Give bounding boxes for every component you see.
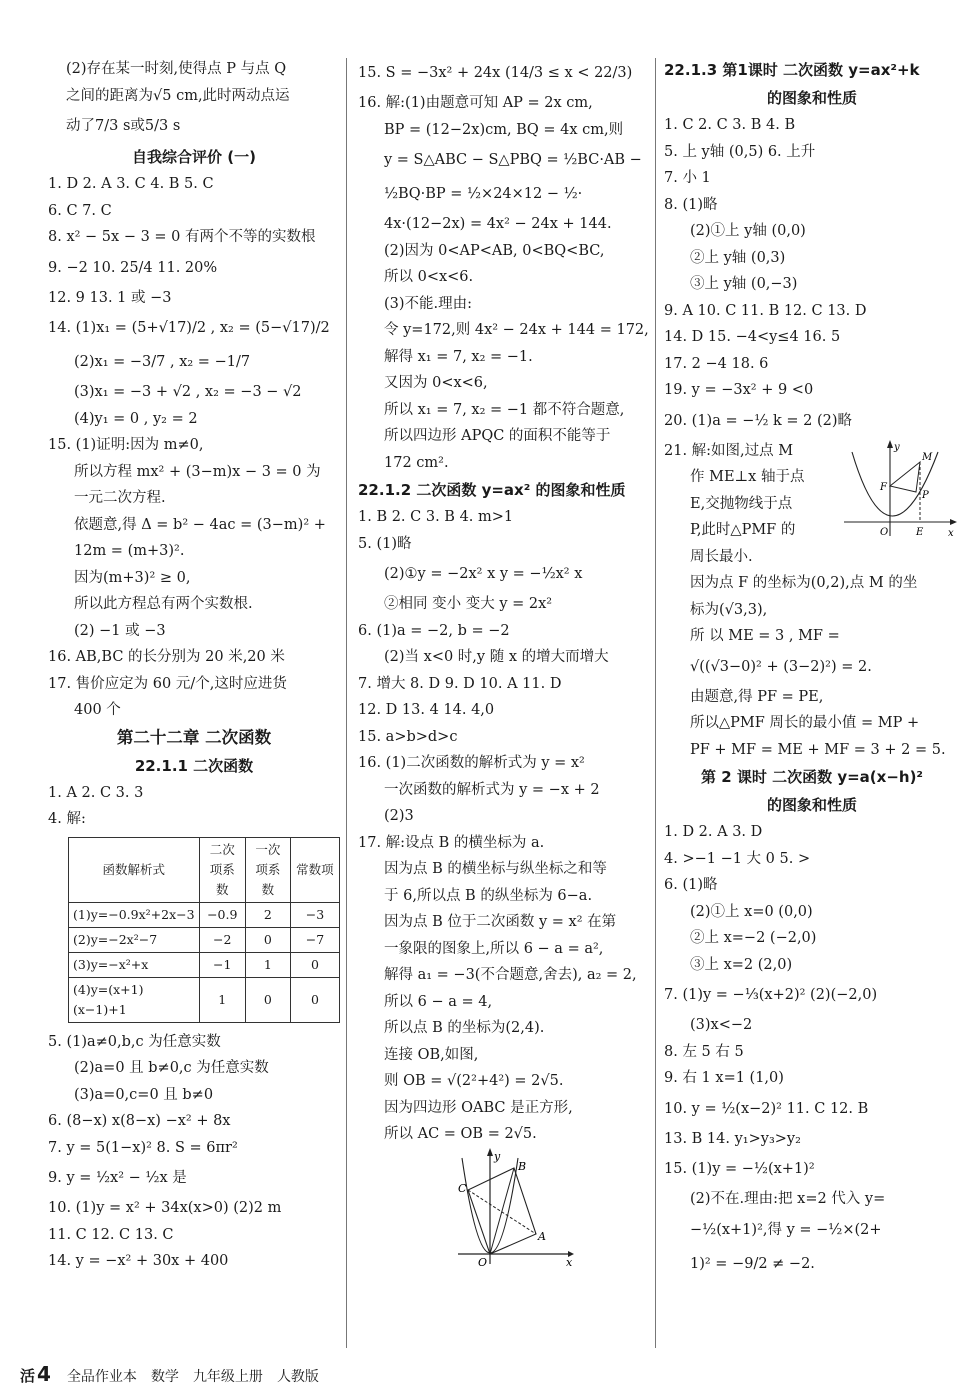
answer-line: 20. (1)a = −½ k = 2 (2)略 (664, 412, 853, 429)
answer-line: 19. y = −3x² + 9 <0 (664, 382, 814, 398)
answer-line: 9. A 10. C 11. B 12. C 13. D (664, 302, 867, 319)
table-cell: −7 (290, 927, 339, 952)
answer-line: 所以 6 − a = 4, (384, 993, 493, 1010)
table-row (69, 927, 340, 952)
square-parabola-figure (454, 1148, 574, 1268)
answer-line: 一次函数的解析式为 y = −x + 2 (384, 781, 600, 798)
answer-line: 14. D 15. −4<y≤4 16. 5 (664, 329, 841, 345)
answer-line: (2)①y = −2x² x y = −½x² x (384, 566, 583, 582)
column-3 (664, 56, 960, 1281)
answer-line: ③上 x=2 (2,0) (690, 956, 793, 973)
footer-grade: 九年级上册 (192, 1369, 263, 1385)
answer-line: (2)不在.理由:把 x=2 代入 y= (690, 1191, 886, 1207)
table-row (69, 902, 340, 927)
answer-line: 所以方程 mx² + (3−m)x − 3 = 0 为 (74, 463, 321, 480)
answer-line: 所以四边形 APQC 的面积不能等于 (384, 428, 611, 444)
answer-line: (2)当 x<0 时,y 随 x 的增大而增大 (384, 649, 609, 665)
page-number: 4 (37, 1362, 51, 1386)
answer-line: PF + MF = ME + MF = 3 + 2 = 5. (690, 741, 946, 758)
origin-label: O (880, 526, 889, 538)
section-heading-cont: 的图象和性质 (766, 89, 857, 107)
answer-line: 解得 a₁ = −3(不合题意,舍去), a₂ = 2, (384, 967, 637, 983)
section-heading-cont: 的图象和性质 (766, 796, 857, 814)
answer-line: 10. y = ½(x−2)² 11. C 12. B (664, 1100, 869, 1117)
answer-line: (2)因为 0<AP<AB, 0<BQ<BC, (384, 242, 605, 259)
answer-line: (2)x₁ = −3/7 , x₂ = −1/7 (74, 354, 251, 370)
answer-line: 7. 小 1 (664, 170, 711, 186)
answer-line: 7. (1)y = −⅓(x+2)² (2)(−2,0) (664, 987, 878, 1003)
answer-line: 6. (1)略 (664, 877, 718, 893)
answer-line: (3)x<−2 (690, 1017, 753, 1033)
answer-line: 1. C 2. C 3. B 4. B (664, 117, 796, 133)
answer-line: 解得 x₁ = 7, x₂ = −1. (384, 348, 533, 365)
table-cell: −3 (290, 902, 339, 927)
answer-line: 令 y=172,则 4x² − 24x + 144 = 172, (384, 322, 649, 338)
section-heading: 22.1.1 二次函数 (134, 756, 254, 775)
answer-line: 动了7/3 s或5/3 s (66, 118, 181, 134)
point-label-a: A (538, 1229, 546, 1243)
answer-line: 标为(√3,3), (690, 601, 768, 618)
table-cell: (3)y=−x²+x (69, 952, 200, 977)
answer-line: E,交抛物线于点 (690, 495, 793, 512)
answer-line: 12. D 13. 4 14. 4,0 (358, 702, 495, 718)
answer-line: 4. >−1 −1 大 0 5. > (664, 850, 811, 867)
answer-line: 5. (1)a≠0,b,c 为任意实数 (48, 1033, 221, 1050)
answer-line: 15. (1)证明:因为 m≠0, (48, 437, 204, 453)
answer-line: 10. (1)y = x² + 34x(x>0) (2)2 m (48, 1200, 282, 1216)
answer-line: 7. 增大 8. D 9. D 10. A 11. D (358, 675, 562, 692)
answer-line: 连接 OB,如图, (384, 1046, 479, 1063)
answer-line: 1. B 2. C 3. B 4. m>1 (358, 509, 514, 525)
answer-line: 17. 解:设点 B 的横坐标为 a. (358, 834, 545, 851)
answer-line: 所 以 ME = 3 , MF = (690, 628, 840, 644)
answer-line: 之间的距离为√5 cm,此时两动点运 (66, 87, 290, 104)
answer-line: 所以点 B 的坐标为(2,4). (384, 1020, 545, 1036)
table-header-row (69, 837, 340, 902)
page-footer (20, 1362, 333, 1386)
answer-line: 因为点 B 的横坐标与纵坐标之和等 (384, 861, 607, 877)
answer-line: 15. (1)y = −½(x+1)² (664, 1161, 815, 1177)
footer-subject: 数学 (150, 1369, 179, 1385)
axis-label-x: x (566, 1255, 573, 1268)
answer-line: 4. 解: (48, 811, 86, 827)
answer-line: 所以 AC = OB = 2√5. (384, 1126, 537, 1142)
answer-line: 8. 左 5 右 5 (664, 1043, 744, 1060)
answer-line: 所以 0<x<6. (384, 269, 474, 285)
table-header: 函数解析式 (69, 837, 200, 902)
section-heading: 自我综合评价 (一) (132, 148, 256, 166)
answer-line: 14. y = −x² + 30x + 400 (48, 1253, 229, 1269)
answer-line: 因为四边形 OABC 是正方形, (384, 1099, 573, 1116)
answer-line: 400 个 (74, 702, 121, 718)
column-2 (358, 56, 650, 1268)
point-label-b: B (518, 1159, 527, 1173)
chapter-title: 第二十二章 二次函数 (116, 727, 272, 747)
answer-line: 一元二次方程. (74, 490, 166, 506)
answer-line: 所以△PMF 周长的最小值 = MP + (690, 715, 920, 731)
answer-line: (2)①上 x=0 (0,0) (690, 903, 813, 920)
table-cell: −2 (199, 927, 245, 952)
footer-edition: 人教版 (276, 1369, 319, 1385)
answer-line: 14. (1)x₁ = (5+√17)/2 , x₂ = (5−√17)/2 (48, 320, 330, 336)
answer-line: 9. y = ½x² − ½x 是 (48, 1170, 187, 1186)
section-heading: 22.1.3 第1课时 二次函数 y=ax²+k (664, 61, 920, 79)
point-label-e: E (916, 526, 924, 538)
answer-line: 16. (1)二次函数的解析式为 y = x² (358, 755, 585, 771)
table-cell: −0.9 (199, 902, 245, 927)
point-label-c: C (458, 1181, 467, 1195)
axis-label-y: y (494, 1149, 501, 1163)
answer-line: 13. B 14. y₁>y₃>y₂ (664, 1130, 801, 1147)
table-header: 常数项 (290, 837, 339, 902)
answer-line: 周长最小. (690, 548, 753, 565)
answer-line: 7. y = 5(1−x)² 8. S = 6πr² (48, 1139, 238, 1156)
answer-line: 172 cm². (384, 454, 449, 471)
answer-line: ②上 x=−2 (−2,0) (690, 930, 817, 946)
answer-line: 6. (8−x) x(8−x) −x² + 8x (48, 1113, 231, 1129)
answer-line: ½BQ·BP = ½×24×12 − ½· (384, 186, 583, 202)
coefficient-table (68, 837, 340, 1023)
answer-line: 所以此方程总有两个实数根. (74, 596, 253, 612)
table-row (69, 952, 340, 977)
answer-line: 则 OB = √(2²+4²) = 2√5. (384, 1073, 564, 1089)
table-cell: 1 (245, 952, 290, 977)
table-header: 一次项系数 (245, 837, 290, 902)
answer-line: 11. C 12. C 13. C (48, 1226, 174, 1243)
answer-line: 由题意,得 PF = PE, (690, 688, 824, 705)
answer-line: (2)①上 y轴 (0,0) (690, 223, 806, 239)
answer-line: (4)y₁ = 0 , y₂ = 2 (74, 410, 198, 427)
column-divider-2 (655, 58, 656, 1348)
answer-line: 9. 右 1 x=1 (1,0) (664, 1070, 784, 1086)
answer-line: 一象限的图象上,所以 6 − a = a², (384, 940, 604, 957)
answer-line: 6. (1)a = −2, b = −2 (358, 622, 510, 639)
axis-label-y: y (894, 441, 900, 453)
table-cell: 0 (290, 977, 339, 1022)
answer-line: 所以 x₁ = 7, x₂ = −1 都不符合题意, (384, 401, 625, 418)
answer-line: 4x·(12−2x) = 4x² − 24x + 144. (384, 216, 612, 232)
answer-line: 5. 上 y轴 (0,5) 6. 上升 (664, 143, 816, 160)
answer-line: 1. D 2. A 3. D (664, 824, 763, 840)
answer-line: (2)存在某一时刻,使得点 P 与点 Q (66, 61, 287, 77)
answer-line: 17. 售价应定为 60 元/个,这时应进货 (48, 675, 287, 692)
section-heading: 22.1.2 二次函数 y=ax² 的图象和性质 (358, 481, 626, 499)
answer-line: 15. a>b>d>c (358, 728, 458, 745)
answer-block (48, 171, 340, 724)
table-cell: (1)y=−0.9x²+2x−3 (69, 902, 200, 927)
answer-line: 16. AB,BC 的长分别为 20 米,20 米 (48, 649, 285, 665)
parabola-triangle-figure (840, 440, 958, 540)
answer-line: (3)x₁ = −3 + √2 , x₂ = −3 − √2 (74, 384, 302, 400)
answer-line: 6. C 7. C (48, 202, 112, 219)
table-cell: −1 (199, 952, 245, 977)
answer-block-top (48, 56, 340, 143)
answer-line: 依题意,得 Δ = b² − 4ac = (3−m)² + (74, 516, 326, 533)
answer-line: 于 6,所以点 B 的纵坐标为 6−a. (384, 887, 593, 904)
answer-line: 1. D 2. A 3. C 4. B 5. C (48, 176, 214, 192)
answer-line: 12m = (m+3)². (74, 543, 185, 559)
answer-line: ②上 y轴 (0,3) (690, 249, 786, 266)
table-cell: 2 (245, 902, 290, 927)
answer-line: −½(x+1)²,得 y = −½×(2+ (690, 1221, 882, 1238)
answer-line: 又因为 0<x<6, (384, 375, 488, 391)
answer-line: 17. 2 −4 18. 6 (664, 355, 769, 372)
axis-label-x: x (948, 527, 954, 539)
table-cell: (4)y=(x+1)(x−1)+1 (69, 977, 200, 1022)
answer-line: 8. x² − 5x − 3 = 0 有两个不等的实数根 (48, 229, 316, 245)
answer-line: 21. 解:如图,过点 M (664, 442, 794, 459)
answer-line: BP = (12−2x)cm, BQ = 4x cm,则 (384, 121, 624, 138)
point-label-m: M (922, 451, 933, 463)
column-divider-1 (346, 58, 347, 1348)
origin-label: O (478, 1255, 488, 1268)
table-cell: 1 (199, 977, 245, 1022)
table-cell: (2)y=−2x²−7 (69, 927, 200, 952)
answer-line: (2)a=0 且 b≠0,c 为任意实数 (74, 1060, 269, 1076)
answer-line: 作 ME⊥x 轴于点 (690, 469, 805, 485)
footer-brand: 活 (20, 1367, 36, 1385)
answer-line: (2) −1 或 −3 (74, 622, 166, 639)
table-cell: 0 (245, 927, 290, 952)
answer-line: (3)不能.理由: (384, 295, 473, 312)
answer-line: 15. S = −3x² + 24x (14/3 ≤ x < 22/3) (358, 65, 633, 81)
answer-line: 12. 9 13. 1 或 −3 (48, 289, 172, 306)
point-label-p: P (922, 489, 929, 501)
answer-line: 5. (1)略 (358, 535, 412, 552)
footer-series: 全品作业本 (66, 1369, 137, 1385)
point-label-f: F (880, 481, 887, 493)
answer-line: ③上 y轴 (0,−3) (690, 276, 798, 292)
answer-line: y = S△ABC − S△PBQ = ½BC·AB − (384, 152, 642, 168)
table-header: 二次项系数 (199, 837, 245, 902)
answer-line: 因为(m+3)² ≥ 0, (74, 569, 191, 586)
answer-line: 1. A 2. C 3. 3 (48, 784, 144, 801)
answer-line: ②相同 变小 变大 y = 2x² (384, 596, 553, 612)
answer-line: 因为点 F 的坐标为(0,2),点 M 的坐 (690, 575, 918, 591)
table-row (69, 977, 340, 1022)
answer-line: 9. −2 10. 25/4 11. 20% (48, 259, 218, 276)
table-cell: 0 (290, 952, 339, 977)
answer-line: 1)² = −9/2 ≠ −2. (690, 1255, 815, 1272)
answer-line: 8. (1)略 (664, 196, 718, 213)
column-1 (48, 56, 340, 1275)
q21-block (664, 438, 960, 571)
table-cell: 0 (245, 977, 290, 1022)
answer-line: (3)a=0,c=0 且 b≠0 (74, 1086, 214, 1103)
answer-line: (2)3 (384, 808, 414, 824)
answer-line: 16. 解:(1)由题意可知 AP = 2x cm, (358, 95, 593, 111)
answer-line: P,此时△PMF 的 (690, 522, 796, 538)
answer-line: 因为点 B 位于二次函数 y = x² 在第 (384, 914, 617, 930)
answer-line: √((√3−0)² + (3−2)²) = 2. (690, 658, 872, 675)
section-heading: 第 2 课时 二次函数 y=a(x−h)² (701, 768, 923, 786)
